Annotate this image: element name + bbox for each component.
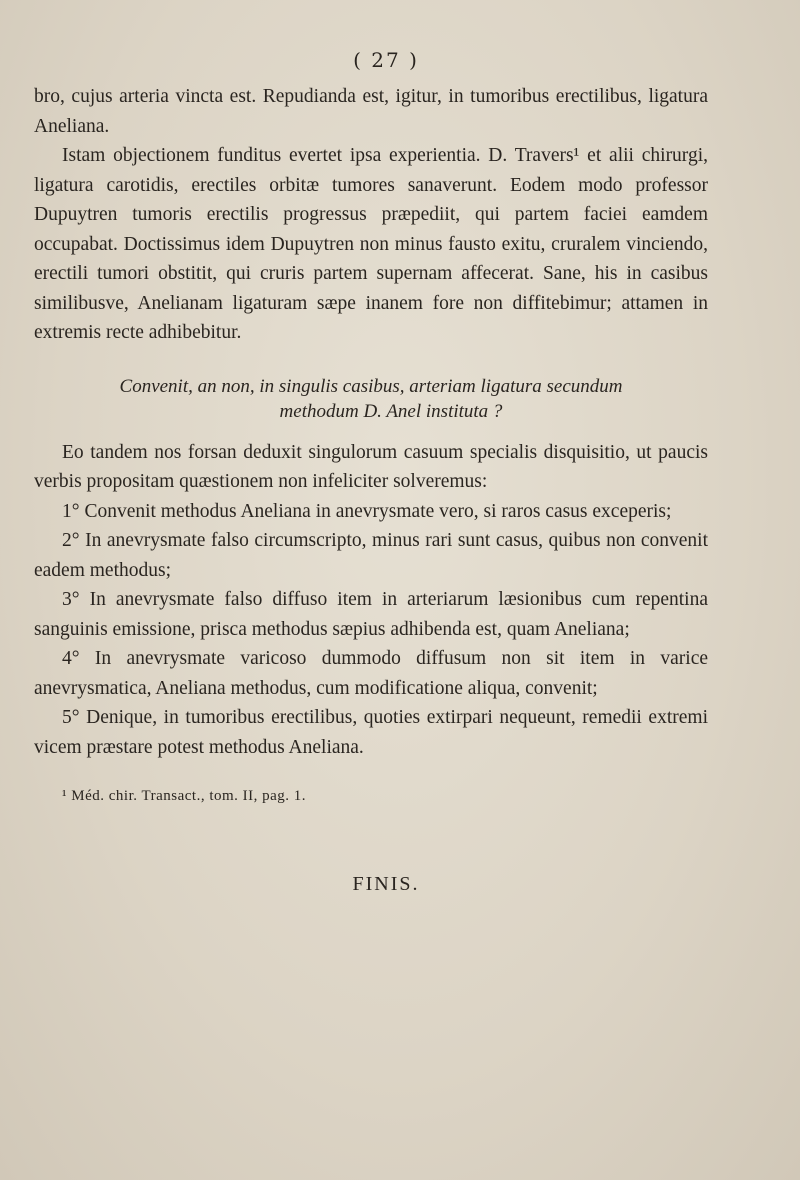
body-text <box>34 82 708 899</box>
paragraph-intro: Eo tandem nos forsan deduxit singulorum casuum specialis disquisitio, ut paucis verbis propositam quæstionem non infeliciter solveremus: <box>34 441 708 492</box>
heading-line-2: methodum D. Anel instituta ? <box>279 400 503 422</box>
list-item <box>34 644 708 703</box>
section-heading <box>34 374 708 424</box>
item-text: In anevrysmate falso diffuso item in arteriarum læsionibus cum repentina sanguinis emissione, prisca methodus sæpius adhibenda est, quam Aneliana; <box>34 589 708 640</box>
list-item <box>34 526 708 585</box>
list-item <box>34 585 708 644</box>
list-item <box>34 703 708 762</box>
item-number: 4° <box>62 648 80 669</box>
item-text: In anevrysmate varicoso dummodo diffusum non sit item in varice anevrysmatica, Aneliana methodus, cum modificatione aliqua, convenit; <box>34 648 709 699</box>
list-item <box>34 497 708 527</box>
item-number: 5° <box>62 707 80 728</box>
item-number: 1° <box>62 500 80 522</box>
paragraph-objection: Istam objectionem funditus evertet ipsa experientia. D. Travers¹ et alii chirurgi, ligatura carotidis, erectiles orbitæ tumores sanaverunt. Eodem modo professor Dupuytren tumoris erectilis progressus præpediit, qui partem faciei eamdem occupabat. Doctissimus idem Dupuytren non minus fausto exitu, cruralem vinciendo, erectili tumori obstitit, qui cruris partem supernam affecerat. Sane, his in casibus similibusve, Anelianam ligaturam sæpe inanem fore non diffitebimur; attamen in extremis recte adhibebitur. <box>34 145 708 343</box>
footnote: ¹ Méd. chir. Transact., tom. II, pag. 1. <box>62 788 307 804</box>
heading-line-1: Convenit, an non, in singulis casibus, arteriam ligatura secundum <box>119 375 623 397</box>
item-number: 2° <box>62 530 80 551</box>
item-text: In anevrysmate falso circumscripto, minus rari sunt casus, quibus non convenit eadem methodus; <box>34 530 709 581</box>
finis-mark: FINIS. <box>352 872 420 895</box>
item-text: Denique, in tumoribus erectilibus, quoties extirpari nequeunt, remedii extremi vicem præstare potest methodus Aneliana. <box>34 707 708 758</box>
page-number: ( 27 ) <box>353 48 419 72</box>
item-text: Convenit methodus Aneliana in anevrysmate vero, si raros casus exceperis; <box>84 500 672 522</box>
item-number: 3° <box>62 589 80 610</box>
paragraph-continuation: bro, cujus arteria vincta est. Repudianda est, igitur, in tumoribus erectilibus, ligatura Aneliana. <box>34 86 708 137</box>
